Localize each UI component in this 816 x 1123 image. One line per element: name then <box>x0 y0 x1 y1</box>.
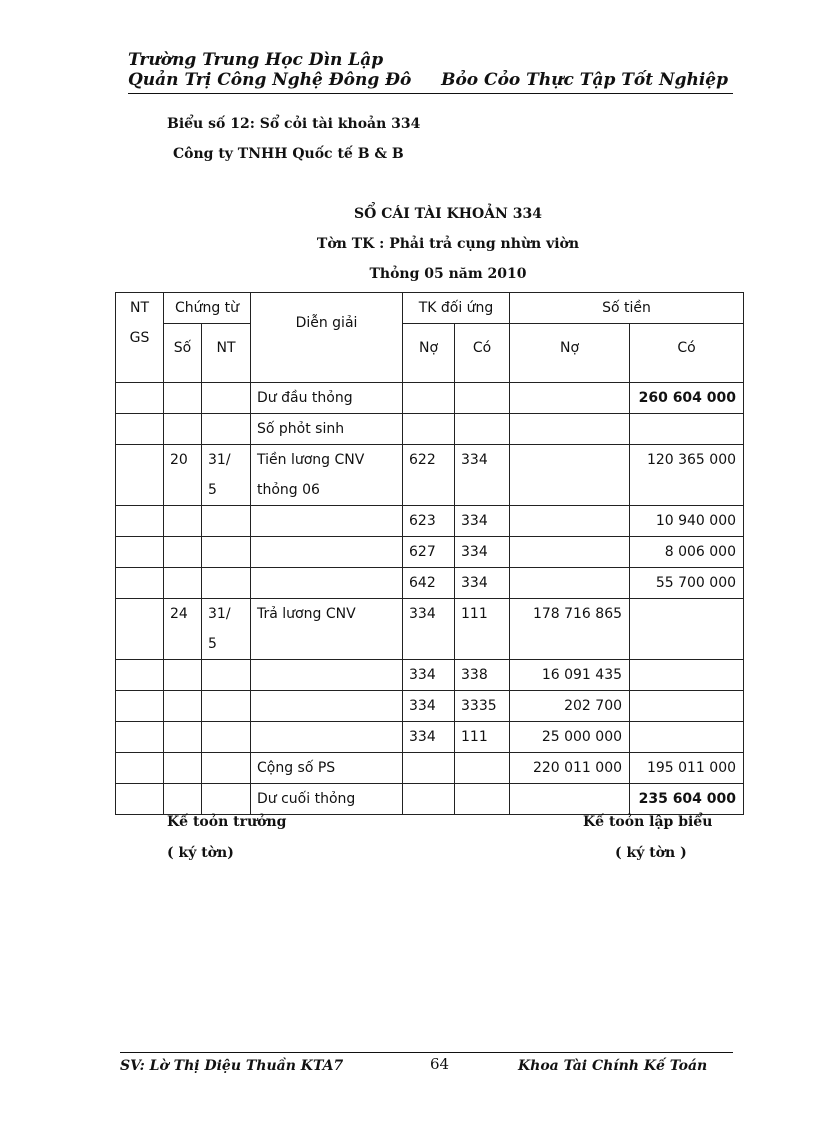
chief-accountant-title: Kế toỏn trưởng <box>167 814 287 830</box>
header-nt-gs: NT GS <box>116 293 164 383</box>
ledger-table <box>115 292 744 815</box>
table-row: 334 3335 202 700 <box>116 691 744 722</box>
table-row: 642 334 55 700 000 <box>116 568 744 599</box>
table-row: 334 111 25 000 000 <box>116 722 744 753</box>
header-so-tien: Số tiền <box>510 293 744 324</box>
school-name-line1: Trường Trung Học Dìn Lập <box>128 50 384 70</box>
table-row: 627 334 8 006 000 <box>116 537 744 568</box>
header-tk-co: Có <box>455 324 510 383</box>
student-name: SV: Lờ Thị Diệu Thuần KTA7 <box>120 1058 344 1074</box>
header-divider <box>128 93 733 94</box>
period: Thỏng 05 năm 2010 <box>369 266 527 282</box>
header-tk-doi-ung: TK đối ứng <box>403 293 510 324</box>
table-row: Dư đầu thỏng 260 604 000 <box>116 383 744 414</box>
table-row: 20 31/ 5 Tiền lương CNV thỏng 06 622 334 120 365 000 <box>116 445 744 506</box>
ledger-title: SỔ CÁI TÀI KHOẢN 334 <box>354 206 542 222</box>
preparer-title: Kế toỏn lập biểu <box>583 814 713 830</box>
header-row-2 <box>116 324 744 383</box>
header-nt: NT <box>202 324 251 383</box>
header-tien-co: Có <box>630 324 744 383</box>
company-name: Công ty TNHH Quốc tế B & B <box>173 146 404 162</box>
account-name: Tờn TK : Phải trả cụng nhừn viờn <box>316 236 580 252</box>
table-row: Dư cuối thỏng 235 604 000 <box>116 784 744 815</box>
table-row: 623 334 10 940 000 <box>116 506 744 537</box>
table-row: 24 31/ 5 Trả lương CNV 334 111 178 716 865 <box>116 599 744 660</box>
table-row: Số phỏt sinh <box>116 414 744 445</box>
header-row-1 <box>116 293 744 324</box>
school-name-line2: Quản Trị Công Nghệ Đông Đô <box>128 70 412 90</box>
chief-accountant-sign: ( ký tờn) <box>167 845 234 861</box>
header-dien-giai: Diễn giải <box>251 293 403 383</box>
faculty-name: Khoa Tài Chính Kế Toán <box>518 1058 708 1074</box>
preparer-sign: ( ký tờn ) <box>615 845 687 861</box>
report-title: Bỏo Cỏo Thực Tập Tốt Nghiệp <box>441 70 728 90</box>
footer-divider <box>120 1052 733 1053</box>
header-tien-no: Nợ <box>510 324 630 383</box>
header-so: Số <box>164 324 202 383</box>
form-caption: Biểu số 12: Sổ cỏi tài khoản 334 <box>167 116 421 132</box>
header-tk-no: Nợ <box>403 324 455 383</box>
header-chung-tu: Chứng từ <box>164 293 251 324</box>
table-row: 334 338 16 091 435 <box>116 660 744 691</box>
page-number: 64 <box>430 1055 450 1073</box>
table-row: Cộng số PS 220 011 000 195 011 000 <box>116 753 744 784</box>
